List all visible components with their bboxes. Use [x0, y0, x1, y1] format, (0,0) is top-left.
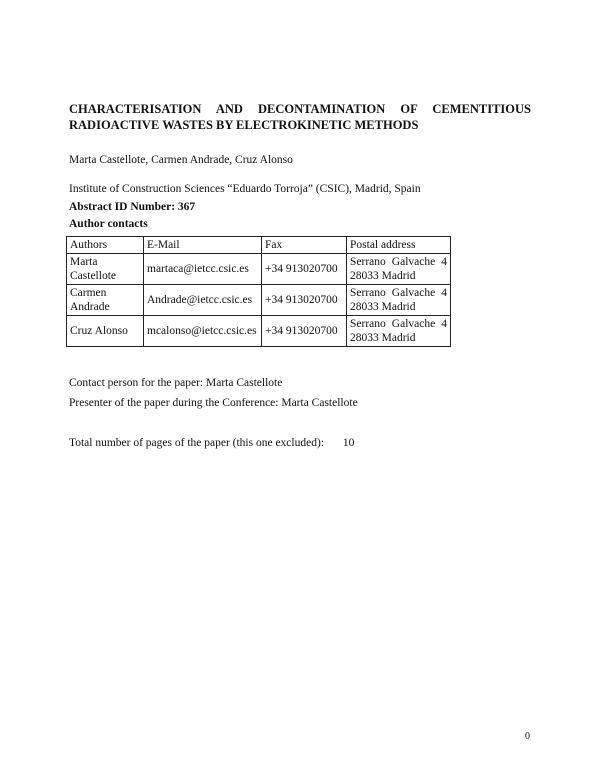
fax-cell: +34 913020700 — [262, 316, 347, 347]
author-name-line2: Castellote — [70, 270, 116, 282]
address-line2: 28033 Madrid — [350, 332, 416, 344]
address-cell — [347, 285, 451, 316]
address-cell — [347, 254, 451, 285]
author-name-cell — [67, 254, 144, 285]
address-line1: Serrano Galvache 4 — [350, 318, 447, 330]
authors-line: Marta Castellote, Carmen Andrade, Cruz Alonso — [69, 154, 293, 166]
author-name-cell — [67, 285, 144, 316]
paper-title — [69, 101, 531, 133]
author-name-line2: Andrade — [70, 301, 110, 313]
total-pages-line — [69, 437, 354, 449]
table-row — [67, 254, 451, 285]
email-cell: Andrade@ietcc.csic.es — [144, 285, 262, 316]
author-name-cell: Cruz Alonso — [67, 316, 144, 347]
table-header-row — [67, 237, 451, 254]
total-pages-value: 10 — [342, 437, 355, 449]
header-fax: Fax — [262, 237, 347, 254]
author-name-line1: Carmen — [70, 287, 107, 299]
header-email: E-Mail — [144, 237, 262, 254]
header-authors: Authors — [67, 237, 144, 254]
contact-person-line: Contact person for the paper: Marta Castellote — [69, 377, 283, 389]
author-name-line1: Marta — [70, 256, 98, 268]
table-row — [67, 285, 451, 316]
address-line1: Serrano Galvache 4 — [350, 287, 447, 299]
address-line2: 28033 Madrid — [350, 270, 416, 282]
total-pages-label: Total number of pages of the paper (this one excluded): — [69, 437, 324, 449]
address-line1: Serrano Galvache 4 — [350, 256, 447, 268]
address-cell — [347, 316, 451, 347]
fax-cell: +34 913020700 — [262, 254, 347, 285]
email-cell: mcalonso@ietcc.csic.es — [144, 316, 262, 347]
address-line2: 28033 Madrid — [350, 301, 416, 313]
abstract-id: Abstract ID Number: 367 — [69, 201, 196, 213]
fax-cell: +34 913020700 — [262, 285, 347, 316]
presenter-line: Presenter of the paper during the Conference: Marta Castellote — [69, 397, 358, 409]
table-row — [67, 316, 451, 347]
paper-title-line2: RADIOACTIVE WASTES BY ELECTROKINETIC METHODS — [69, 118, 419, 132]
paper-title-line1: CHARACTERISATION AND DECONTAMINATION OF CEMENTITIOUS — [69, 102, 531, 116]
header-postal-address: Postal address — [347, 237, 451, 254]
author-contacts-heading: Author contacts — [69, 218, 148, 230]
email-cell: martaca@ietcc.csic.es — [144, 254, 262, 285]
author-contacts-table — [66, 236, 451, 347]
institute-line: Institute of Construction Sciences “Eduardo Torroja” (CSIC), Madrid, Spain — [69, 183, 421, 195]
page-number: 0 — [525, 731, 530, 742]
